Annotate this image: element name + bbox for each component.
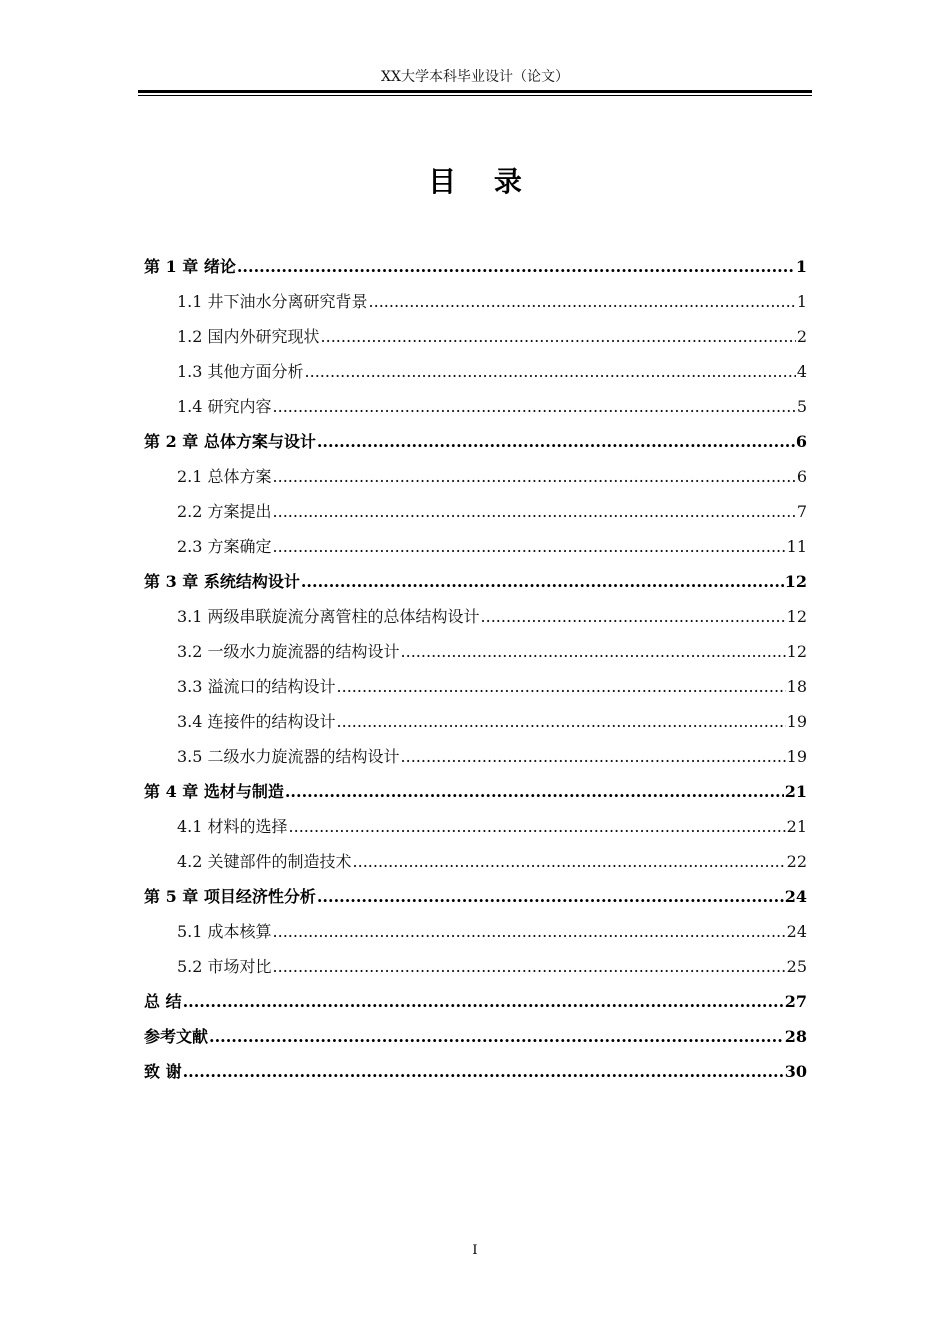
toc-entry-page: 7: [796, 502, 807, 521]
toc-dot-leader: [273, 462, 796, 492]
header-rule-thick: [138, 90, 812, 93]
toc-entry-page: 5: [796, 397, 807, 416]
toc-dot-leader: [289, 812, 786, 842]
toc-section-entry[interactable]: [144, 672, 807, 707]
toc-dot-leader: [321, 322, 796, 352]
toc-entry-page: 4: [796, 362, 807, 381]
toc-entry-page: 28: [784, 1027, 807, 1046]
toc-entry-label: 致 谢: [144, 1062, 182, 1081]
toc-dot-leader: [273, 532, 786, 562]
toc-entry-label: 第 2 章 总体方案与设计: [144, 432, 316, 451]
toc-entry-label: 总 结: [144, 992, 182, 1011]
toc-chapter-entry[interactable]: [144, 567, 807, 602]
toc-chapter-entry[interactable]: [144, 777, 807, 812]
toc-section-entry[interactable]: [144, 637, 807, 672]
toc-entry-page: 11: [786, 537, 807, 556]
toc-entry-label: 1.3 其他方面分析: [177, 362, 304, 381]
toc-dot-leader: [317, 882, 784, 912]
toc-dot-leader: [285, 777, 784, 807]
toc-dot-leader: [273, 952, 786, 982]
toc-section-entry[interactable]: [144, 602, 807, 637]
running-header: XX大学本科毕业设计（论文）: [381, 69, 569, 85]
toc-entry-label: 3.4 连接件的结构设计: [177, 712, 336, 731]
toc-entry-page: 1: [796, 292, 807, 311]
toc-entry-label: 3.2 一级水力旋流器的结构设计: [177, 642, 400, 661]
toc-chapter-entry[interactable]: [144, 252, 807, 287]
toc-section-entry[interactable]: [144, 812, 807, 847]
toc-entry-label: 第 1 章 绪论: [144, 257, 236, 276]
toc-entry-page: 2: [796, 327, 807, 346]
toc-entry-label: 3.1 两级串联旋流分离管柱的总体结构设计: [177, 607, 480, 626]
toc-section-entry[interactable]: [144, 497, 807, 532]
toc-title: 目 录: [428, 165, 536, 198]
toc-dot-leader: [183, 987, 784, 1017]
toc-chapter-entry[interactable]: [144, 1022, 807, 1057]
toc-chapter-entry[interactable]: [144, 427, 807, 462]
toc-entry-page: 25: [786, 957, 807, 976]
toc-entry-page: 12: [784, 572, 807, 591]
toc-entry-page: 19: [786, 712, 807, 731]
toc-section-entry[interactable]: [144, 462, 807, 497]
toc-dot-leader: [369, 287, 796, 317]
toc-entry-label: 1.1 井下油水分离研究背景: [177, 292, 368, 311]
toc-entry-label: 4.1 材料的选择: [177, 817, 288, 836]
toc-entry-label: 2.2 方案提出: [177, 502, 272, 521]
toc-section-entry[interactable]: [144, 707, 807, 742]
toc-entry-page: 18: [786, 677, 807, 696]
toc-section-entry[interactable]: [144, 847, 807, 882]
toc-entry-page: 6: [795, 432, 807, 451]
toc-dot-leader: [273, 497, 796, 527]
toc-entry-page: 24: [786, 922, 807, 941]
toc-entry-label: 3.5 二级水力旋流器的结构设计: [177, 747, 400, 766]
toc-section-entry[interactable]: [144, 532, 807, 567]
toc-entry-label: 4.2 关键部件的制造技术: [177, 852, 352, 871]
toc-entry-page: 30: [784, 1062, 807, 1081]
toc-entry-label: 1.4 研究内容: [177, 397, 272, 416]
toc-entry-page: 21: [784, 782, 807, 801]
toc-dot-leader: [305, 357, 796, 387]
toc-list: [144, 252, 807, 1092]
toc-entry-label: 2.1 总体方案: [177, 467, 272, 486]
toc-entry-page: 19: [786, 747, 807, 766]
toc-section-entry[interactable]: [144, 917, 807, 952]
toc-entry-label: 5.1 成本核算: [177, 922, 272, 941]
toc-entry-page: 12: [786, 642, 807, 661]
toc-dot-leader: [237, 252, 795, 282]
toc-entry-page: 6: [796, 467, 807, 486]
toc-section-entry[interactable]: [144, 287, 807, 322]
toc-dot-leader: [317, 427, 795, 457]
toc-dot-leader: [337, 672, 786, 702]
toc-chapter-entry[interactable]: [144, 882, 807, 917]
toc-entry-label: 第 3 章 系统结构设计: [144, 572, 300, 591]
toc-dot-leader: [353, 847, 786, 877]
toc-entry-label: 1.2 国内外研究现状: [177, 327, 320, 346]
toc-dot-leader: [401, 742, 786, 772]
toc-entry-page: 27: [784, 992, 807, 1011]
toc-dot-leader: [301, 567, 784, 597]
header-rule-thin: [138, 95, 812, 96]
toc-dot-leader: [209, 1022, 784, 1052]
toc-section-entry[interactable]: [144, 742, 807, 777]
toc-section-entry[interactable]: [144, 952, 807, 987]
toc-chapter-entry[interactable]: [144, 1057, 807, 1092]
toc-entry-page: 22: [786, 852, 807, 871]
toc-section-entry[interactable]: [144, 392, 807, 427]
toc-entry-page: 1: [795, 257, 807, 276]
toc-entry-label: 第 4 章 选材与制造: [144, 782, 284, 801]
toc-entry-page: 24: [784, 887, 807, 906]
toc-dot-leader: [337, 707, 786, 737]
toc-dot-leader: [183, 1057, 784, 1087]
toc-entry-page: 12: [786, 607, 807, 626]
toc-section-entry[interactable]: [144, 357, 807, 392]
toc-dot-leader: [401, 637, 786, 667]
toc-entry-label: 第 5 章 项目经济性分析: [144, 887, 316, 906]
toc-dot-leader: [481, 602, 786, 632]
toc-section-entry[interactable]: [144, 322, 807, 357]
toc-chapter-entry[interactable]: [144, 987, 807, 1022]
toc-entry-label: 5.2 市场对比: [177, 957, 272, 976]
toc-dot-leader: [273, 392, 796, 422]
toc-dot-leader: [273, 917, 786, 947]
toc-entry-label: 3.3 溢流口的结构设计: [177, 677, 336, 696]
toc-entry-label: 参考文献: [144, 1027, 209, 1046]
toc-entry-page: 21: [786, 817, 807, 836]
page-number: I: [472, 1243, 478, 1258]
toc-entry-label: 2.3 方案确定: [177, 537, 272, 556]
